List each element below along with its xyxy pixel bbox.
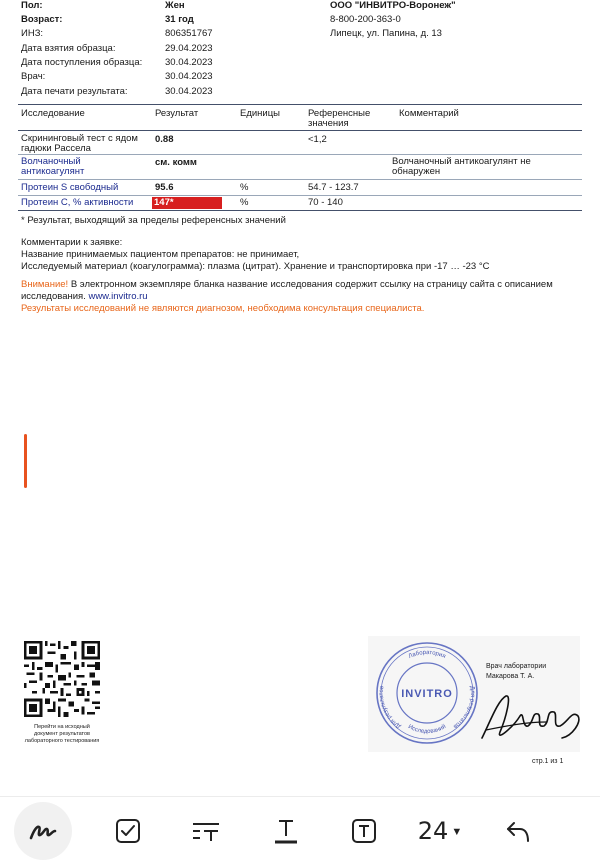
received-date-value: 30.04.2023: [165, 57, 213, 68]
age-label: Возраст:: [21, 14, 63, 25]
signature: [476, 682, 588, 752]
row1-ref: <1,2: [308, 134, 327, 145]
inz-label: ИНЗ:: [21, 28, 44, 39]
warning-label: Внимание!: [21, 279, 69, 290]
comments-title: Комментарии к заявке:: [21, 237, 123, 248]
lab-phone: 8-800-200-363-0: [330, 14, 401, 25]
header-units: Единицы: [240, 108, 281, 119]
received-date-label: Дата поступления образца:: [21, 57, 143, 68]
sex-value: Жен: [165, 0, 185, 11]
lab-stamp: [372, 638, 482, 748]
header-result: Результат: [155, 108, 199, 119]
row4-units: %: [240, 197, 249, 208]
row-divider: [18, 154, 582, 155]
text-cursor: [24, 434, 27, 488]
row3-study[interactable]: Протеин S свободный: [21, 182, 119, 193]
invitro-link[interactable]: www.invitro.ru: [88, 291, 148, 302]
doctor-name: Макарова Т. А.: [486, 673, 535, 680]
warning-text-2: исследования.: [21, 291, 89, 302]
row2-comment-line1: Волчаночный антикоагулянт не: [392, 156, 531, 167]
row2-result: см. комм: [155, 157, 197, 168]
checkbox-icon: [114, 817, 142, 845]
text-size-icon: [191, 818, 221, 844]
table-top-rule: [18, 104, 582, 105]
row3-ref: 54.7 - 123.7: [308, 182, 359, 193]
disclaimer: Результаты исследований не являются диагнозом, необходима консультация специалиста.: [21, 303, 425, 314]
font-size-value: 24: [417, 817, 449, 845]
annotation-toolbar: [0, 796, 600, 864]
doctor-label: Врач:: [21, 71, 46, 82]
print-date-value: 30.04.2023: [165, 86, 213, 97]
row1-result: 0.88: [155, 134, 174, 145]
warning-line-2: [21, 291, 148, 303]
row2-comment-line2: обнаружен: [392, 166, 441, 177]
stamp-brand: INVITRO: [401, 688, 453, 700]
text-box-icon: [350, 817, 378, 845]
row-divider: [18, 195, 582, 196]
stamp-ring-left: Для результатов: [378, 685, 403, 730]
header-bottom-rule: [18, 130, 582, 131]
warning-text: В электронном экземпляре бланка название исследования содержит ссылку на страницу сайта с описанием: [68, 279, 553, 290]
row2-study-line1[interactable]: Волчаночный: [21, 156, 81, 167]
stamp-ring-right: Для результатов: [451, 685, 476, 730]
sample-date-label: Дата взятия образца:: [21, 43, 116, 54]
font-size-dropdown[interactable]: [408, 809, 472, 853]
print-date-label: Дата печати результата:: [21, 86, 128, 97]
chevron-down-icon: ▼: [451, 826, 463, 838]
qr-caption-line1: Перейти на исходный: [34, 724, 90, 730]
row4-result-highlight: 147*: [152, 197, 222, 209]
page-number: стр.1 из 1: [532, 758, 564, 765]
row2-study-line2[interactable]: антикоагулянт: [21, 166, 85, 177]
lab-address: Липецк, ул. Папина, д. 13: [330, 28, 442, 39]
row-divider: [18, 179, 582, 180]
qr-code[interactable]: [24, 640, 100, 718]
sample-date-value: 29.04.2023: [165, 43, 213, 54]
header-ref-1: Референсные: [308, 108, 371, 119]
row4-ref: 70 - 140: [308, 197, 343, 208]
qr-caption-line2: документ результатов: [34, 731, 90, 737]
out-of-range-note: * Результат, выходящий за пределы референсных значений: [21, 215, 286, 226]
comment-line-1: Название принимаемых пациентом препаратов: не принимает,: [21, 249, 300, 260]
warning-line-1: [21, 279, 591, 291]
table-bottom-rule: [18, 210, 582, 211]
row1-study-line1: Скрининговый тест с ядом: [21, 133, 138, 144]
pen-icon: [28, 819, 58, 843]
qr-caption-line3: лабораторного тестирования: [24, 738, 100, 744]
inz-value: 806351767: [165, 28, 213, 39]
sex-label: Пол:: [21, 0, 43, 11]
checkbox-tool-button[interactable]: [104, 809, 152, 853]
header-comment: Комментарий: [399, 108, 459, 119]
text-underline-icon: [272, 816, 300, 846]
row3-result: 95.6: [155, 182, 174, 193]
header-study: Исследование: [21, 108, 85, 119]
lab-name: ООО "ИНВИТРО-Воронеж": [330, 0, 456, 11]
undo-button[interactable]: [494, 809, 542, 853]
row1-study-line2: гадюки Рассела: [21, 143, 91, 154]
text-box-tool-button[interactable]: [340, 809, 388, 853]
pen-tool-button[interactable]: [14, 802, 72, 860]
stamp-ring-top: Лаборатория: [407, 649, 447, 661]
comment-line-2: Исследуемый материал (коагулограмма): плазма (цитрат). Хранение и транспортировка при -17 … -23 °С: [21, 261, 490, 272]
signature-block: [486, 662, 546, 682]
doctor-value: 30.04.2023: [165, 71, 213, 82]
age-value: 31 год: [165, 14, 194, 25]
underline-text-tool-button[interactable]: [262, 809, 310, 853]
row3-units: %: [240, 182, 249, 193]
text-size-tool-button[interactable]: [182, 809, 230, 853]
row4-study[interactable]: Протеин С, % активности: [21, 197, 134, 208]
stamp-ring-bottom: Исследований: [406, 723, 448, 736]
undo-icon: [504, 817, 532, 845]
doctor-title: Врач лаборатории: [486, 663, 547, 670]
header-ref-2: значения: [308, 118, 349, 129]
qr-caption: [14, 724, 110, 745]
